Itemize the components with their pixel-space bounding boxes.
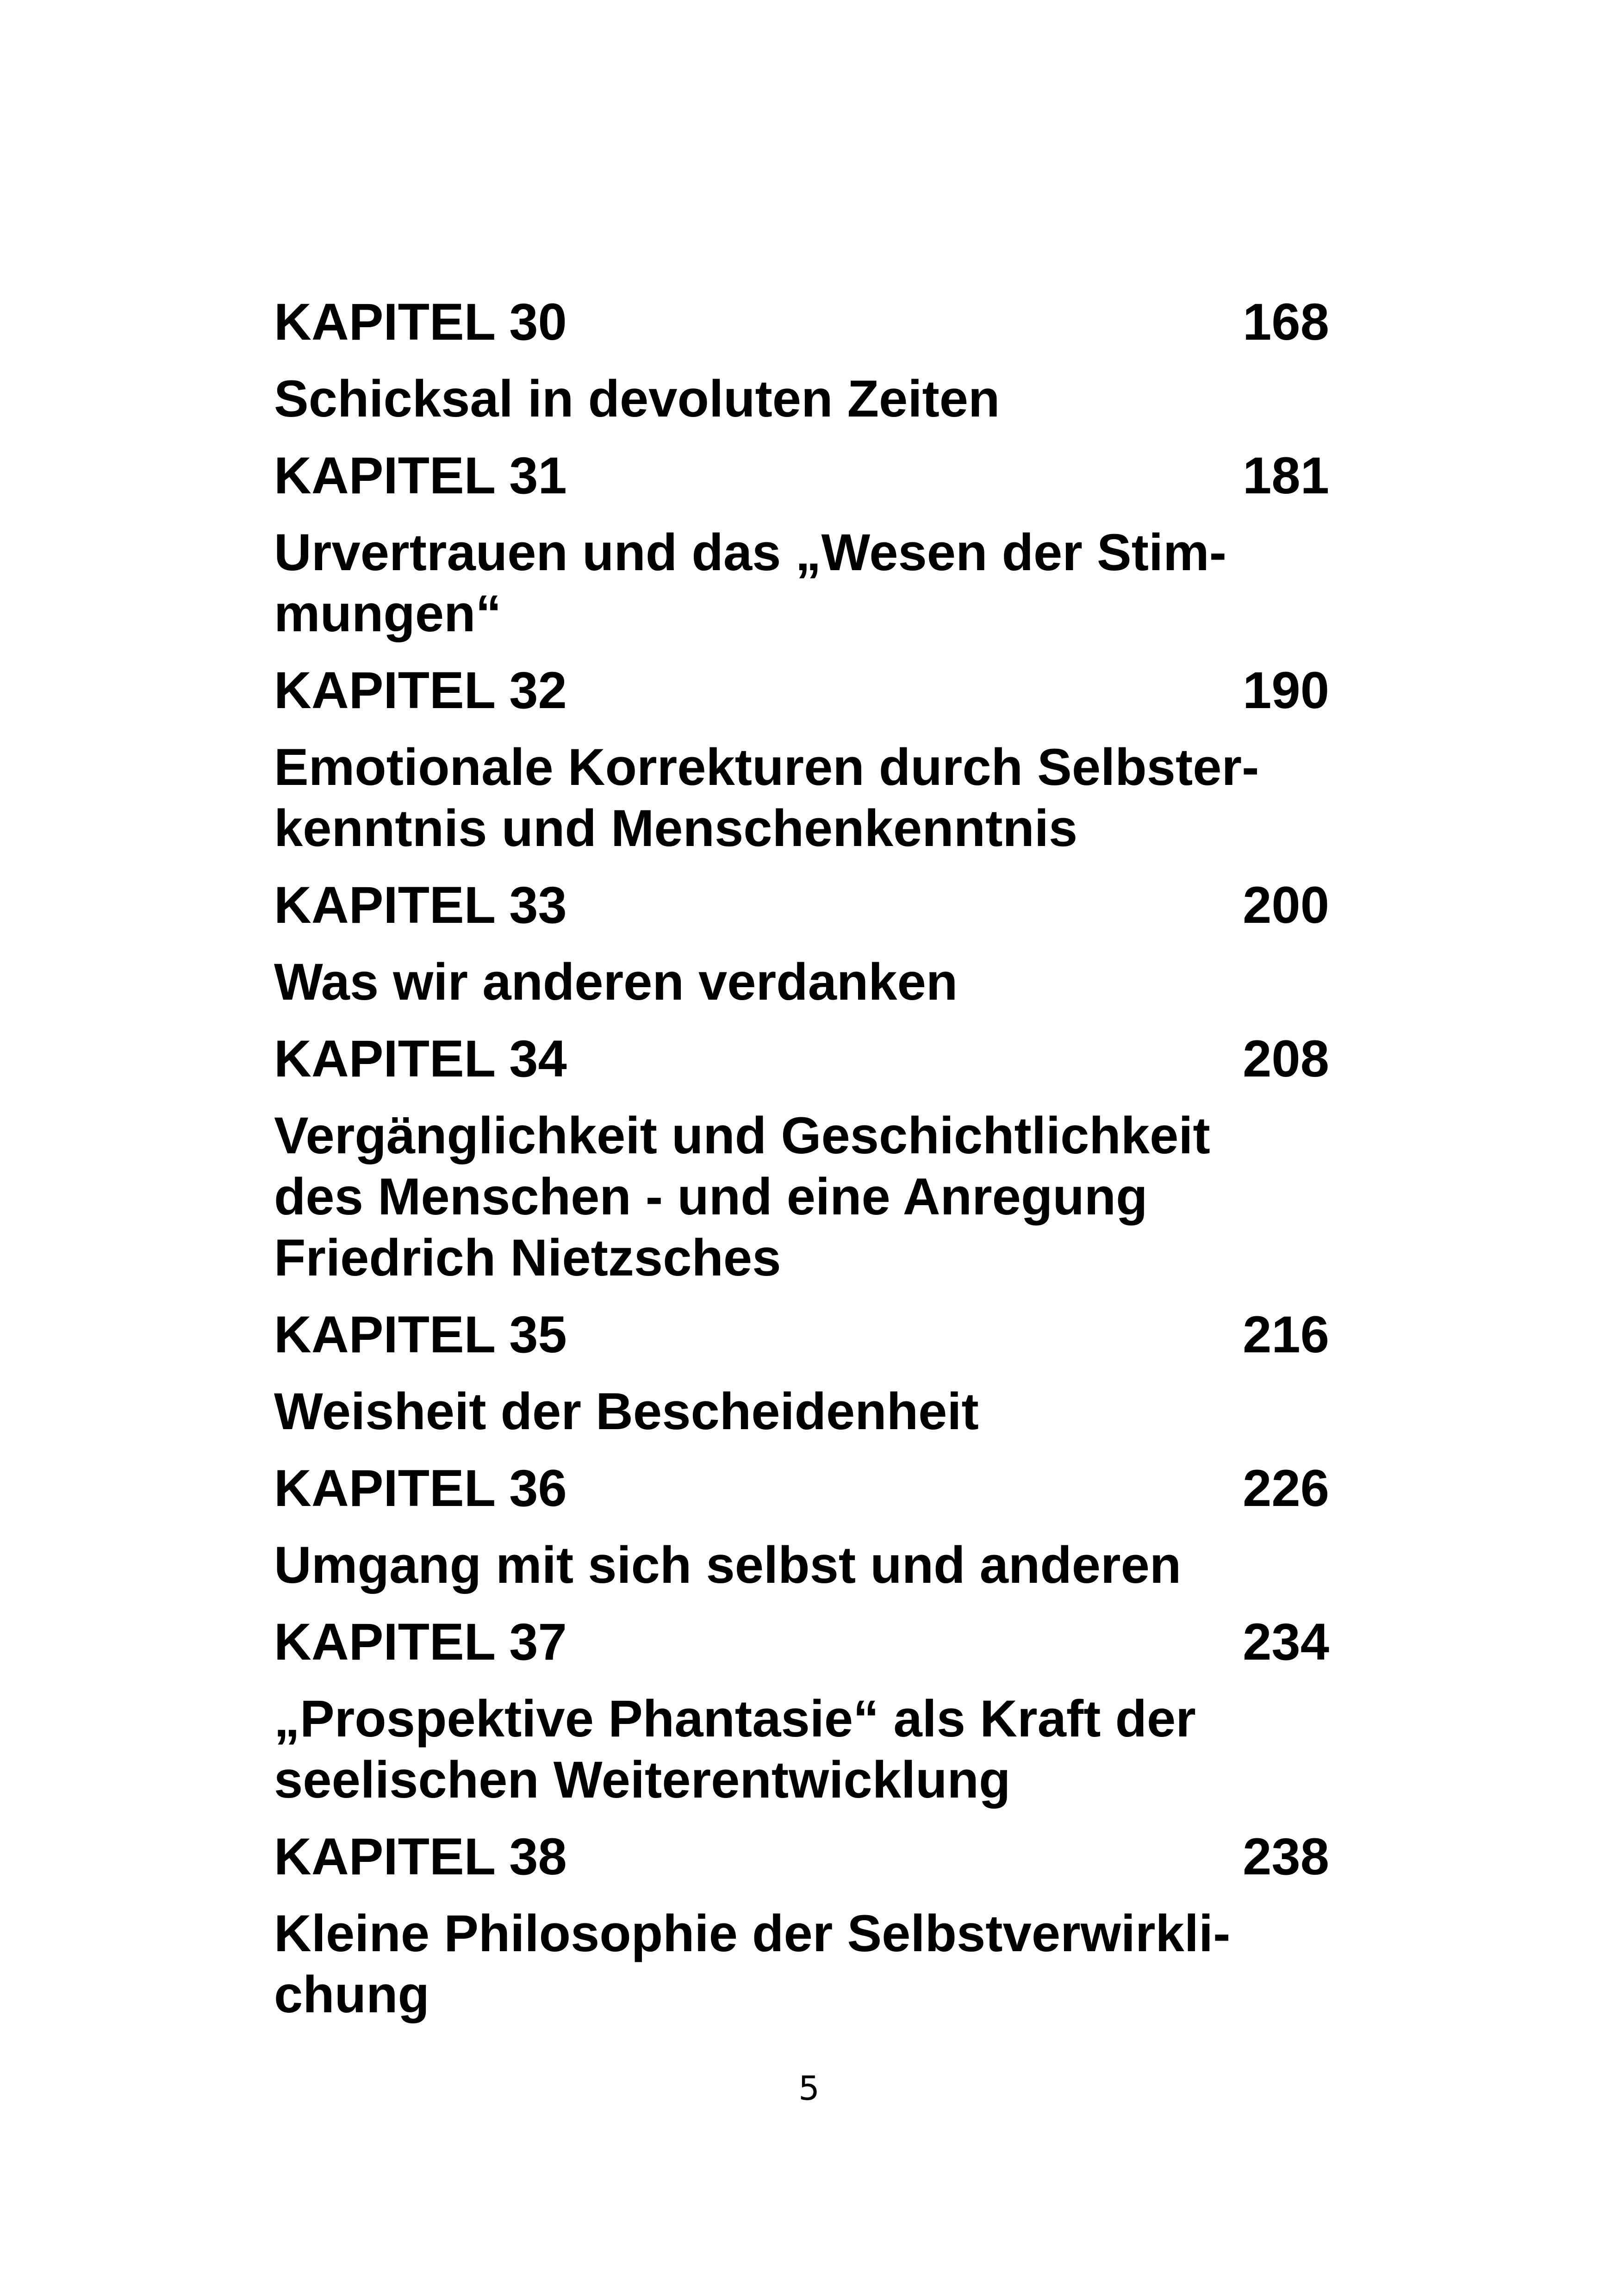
chapter-label: KAPITEL 32 xyxy=(274,661,567,719)
chapter-label: KAPITEL 33 xyxy=(274,876,567,934)
chapter-heading xyxy=(274,1458,1329,1519)
chapter-title: Urvertrauen und das „Wesen der Stim- mungen“ xyxy=(274,523,1226,642)
chapter-label: KAPITEL 34 xyxy=(274,1030,567,1088)
chapter-title: „Prospektive Phantasie“ als Kraft der seelischen Weiterentwicklung xyxy=(274,1690,1196,1809)
toc-entry xyxy=(274,1612,1329,1811)
chapter-page: 190 xyxy=(1243,661,1329,719)
chapter-page: 200 xyxy=(1243,876,1329,934)
table-of-contents xyxy=(274,292,1329,2041)
chapter-heading xyxy=(274,445,1329,506)
chapter-label: KAPITEL 38 xyxy=(274,1828,567,1885)
page-number: 5 xyxy=(798,2069,820,2108)
chapter-heading xyxy=(274,1612,1329,1673)
chapter-label: KAPITEL 31 xyxy=(274,447,567,504)
chapter-label: KAPITEL 30 xyxy=(274,293,567,351)
toc-entry xyxy=(274,1826,1329,2025)
chapter-page: 208 xyxy=(1243,1030,1329,1088)
chapter-label: KAPITEL 37 xyxy=(274,1613,567,1671)
chapter-heading xyxy=(274,1304,1329,1365)
chapter-heading xyxy=(274,292,1329,353)
chapter-title: Emotionale Korrekturen durch Selbster- kenntnis und Menschenkenntnis xyxy=(274,738,1259,857)
chapter-page: 238 xyxy=(1243,1828,1329,1885)
chapter-title: Vergänglichkeit und Geschichtlichkeit des Menschen - und eine Anregung Friedrich Nietzsches xyxy=(274,1107,1210,1287)
chapter-page: 226 xyxy=(1243,1459,1329,1517)
chapter-page: 234 xyxy=(1243,1613,1329,1671)
chapter-title: Was wir anderen verdanken xyxy=(274,953,958,1011)
toc-entry xyxy=(274,875,1329,1013)
chapter-title: Umgang mit sich selbst und anderen xyxy=(274,1536,1182,1594)
toc-entry xyxy=(274,660,1329,859)
chapter-label: KAPITEL 36 xyxy=(274,1459,567,1517)
toc-entry xyxy=(274,445,1329,644)
toc-entry xyxy=(274,292,1329,429)
toc-entry xyxy=(274,1458,1329,1596)
toc-entry xyxy=(274,1028,1329,1288)
chapter-heading xyxy=(274,660,1329,721)
chapter-page: 168 xyxy=(1243,293,1329,351)
toc-entry xyxy=(274,1304,1329,1442)
chapter-title: Kleine Philosophie der Selbstverwirkli- chung xyxy=(274,1904,1231,2023)
chapter-heading xyxy=(274,1028,1329,1089)
chapter-page: 216 xyxy=(1243,1306,1329,1363)
chapter-title: Schicksal in devoluten Zeiten xyxy=(274,370,1000,428)
chapter-label: KAPITEL 35 xyxy=(274,1306,567,1363)
chapter-page: 181 xyxy=(1243,447,1329,504)
chapter-heading xyxy=(274,875,1329,936)
chapter-title: Weisheit der Bescheidenheit xyxy=(274,1382,979,1440)
chapter-heading xyxy=(274,1826,1329,1887)
